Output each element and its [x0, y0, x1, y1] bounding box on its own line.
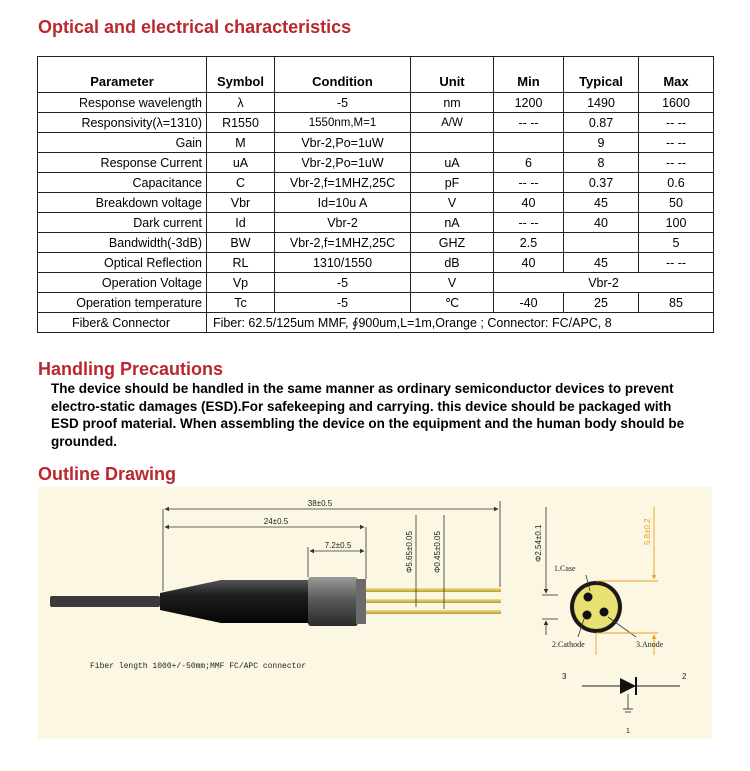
- condition-cell: Vbr-2,Po=1uW: [275, 133, 411, 153]
- handling-precautions-title: Handling Precautions: [38, 359, 224, 379]
- condition-cell: 1310/1550: [275, 253, 411, 273]
- unit-cell: V: [411, 273, 494, 293]
- symbol-cell: C: [207, 173, 275, 193]
- spec-table: [37, 56, 714, 333]
- pin-2-dot: [583, 611, 592, 620]
- header-parameter: Parameter: [38, 57, 207, 93]
- outline-drawing-title: Outline Drawing: [38, 464, 177, 484]
- unit-cell: uA: [411, 153, 494, 173]
- condition-cell: -5: [275, 273, 411, 293]
- max-cell: -- --: [639, 153, 714, 173]
- table-header-row: [38, 57, 714, 93]
- header-symbol: Symbol: [207, 57, 275, 93]
- table-row: [38, 293, 714, 313]
- unit-cell: [411, 133, 494, 153]
- condition-cell: -5: [275, 293, 411, 313]
- fiber-cable: [50, 596, 160, 607]
- param-cell: Gain: [38, 133, 207, 153]
- table-row: [38, 93, 714, 113]
- param-cell: Dark current: [38, 213, 207, 233]
- range-cell: Vbr-2: [494, 273, 714, 293]
- param-cell: Responsivity(λ=1310): [38, 113, 207, 133]
- min-cell: -40: [494, 293, 564, 313]
- pin-2-label: 2: [682, 672, 687, 681]
- typical-cell: 45: [564, 253, 639, 273]
- table-row: [38, 233, 714, 253]
- condition-cell: Vbr-2,f=1MHZ,25C: [275, 233, 411, 253]
- unit-cell: V: [411, 193, 494, 213]
- to-can-housing: [308, 577, 358, 626]
- unit-cell: GHZ: [411, 233, 494, 253]
- precautions-text: The device should be handled in the same manner as ordinary semiconductor devices to prevent electro-static damages (ESD).For safekeeping and carrying. this device should be packaged with ESD proof material. When assembling the device on the equipment and the human body should be grounded.: [51, 381, 685, 449]
- max-cell: 0.6: [639, 173, 714, 193]
- symbol-cell: λ: [207, 93, 275, 113]
- max-cell: 50: [639, 193, 714, 213]
- unit-cell: pF: [411, 173, 494, 193]
- table-row: [38, 273, 714, 293]
- lead-pin-bottom: [366, 610, 501, 614]
- header-unit: Unit: [411, 57, 494, 93]
- condition-cell: -5: [275, 93, 411, 113]
- min-cell: 40: [494, 253, 564, 273]
- header-min: Min: [494, 57, 564, 93]
- max-cell: -- --: [639, 133, 714, 153]
- pin-3-label: 3: [562, 672, 567, 681]
- min-cell: [494, 133, 564, 153]
- symbol-cell: M: [207, 133, 275, 153]
- dim-body-label: 24±0.5: [263, 517, 289, 526]
- min-cell: 6: [494, 153, 564, 173]
- case-face: [574, 585, 618, 629]
- typical-cell: 45: [564, 193, 639, 213]
- dim-section-label: 7.2±0.5: [324, 541, 352, 550]
- typical-cell: 40: [564, 213, 639, 233]
- min-cell: 1200: [494, 93, 564, 113]
- condition-cell: Vbr-2: [275, 213, 411, 233]
- unit-cell: dB: [411, 253, 494, 273]
- table-row: [38, 113, 714, 133]
- min-cell: -- --: [494, 213, 564, 233]
- max-cell: 1600: [639, 93, 714, 113]
- outline-drawing: [38, 487, 712, 739]
- table-row: [38, 313, 714, 333]
- max-cell: 5: [639, 233, 714, 253]
- anode-label: 3.Anode: [636, 640, 664, 649]
- typical-cell: 0.87: [564, 113, 639, 133]
- condition-cell: Id=10u A: [275, 193, 411, 213]
- dim-pitch-label: Φ2.54±0.1: [534, 524, 543, 562]
- typical-cell: 0.37: [564, 173, 639, 193]
- cathode-label: 2.Cathode: [552, 640, 585, 649]
- min-cell: 2.5: [494, 233, 564, 253]
- unit-cell: ℃: [411, 293, 494, 313]
- param-cell: Response wavelength: [38, 93, 207, 113]
- param-cell: Optical Reflection: [38, 253, 207, 273]
- typical-cell: 25: [564, 293, 639, 313]
- table-row: [38, 193, 714, 213]
- symbol-cell: uA: [207, 153, 275, 173]
- symbol-cell: Id: [207, 213, 275, 233]
- typical-cell: 1490: [564, 93, 639, 113]
- table-row: [38, 133, 714, 153]
- header-max: Max: [639, 57, 714, 93]
- symbol-cell: Tc: [207, 293, 275, 313]
- optical-characteristics-title: Optical and electrical characteristics: [38, 17, 352, 37]
- param-cell: Bandwidth(-3dB): [38, 233, 207, 253]
- table-row: [38, 253, 714, 273]
- max-cell: -- --: [639, 113, 714, 133]
- typical-cell: 8: [564, 153, 639, 173]
- min-cell: 40: [494, 193, 564, 213]
- condition-cell: Vbr-2,Po=1uW: [275, 153, 411, 173]
- fiber-length-note: Fiber length 1000+/-50mm;MMF FC/APC connector: [90, 662, 307, 671]
- typical-cell: [564, 233, 639, 253]
- table-row: [38, 213, 714, 233]
- dim-pin-label: Φ0.45±0.05: [433, 531, 442, 573]
- unit-cell: nA: [411, 213, 494, 233]
- fiber-connector-cell: Fiber: 62.5/125um MMF, ∮900um,L=1m,Orange ; Connector: FC/APC, 8: [207, 313, 714, 333]
- symbol-cell: RL: [207, 253, 275, 273]
- max-cell: 100: [639, 213, 714, 233]
- symbol-cell: Vbr: [207, 193, 275, 213]
- param-cell: Response Current: [38, 153, 207, 173]
- dim-overall-label: 38±0.5: [307, 499, 333, 508]
- min-cell: -- --: [494, 173, 564, 193]
- max-cell: 85: [639, 293, 714, 313]
- dim-diameter-label: Φ5.65±0.05: [405, 531, 414, 573]
- pin-3-dot: [600, 608, 609, 617]
- receptacle-body: [221, 580, 308, 623]
- unit-cell: nm: [411, 93, 494, 113]
- unit-cell: A/W: [411, 113, 494, 133]
- dim-width-label: 5.8±0.2: [643, 518, 652, 545]
- symbol-cell: BW: [207, 233, 275, 253]
- symbol-cell: Vp: [207, 273, 275, 293]
- pin-1-dot: [584, 593, 593, 602]
- condition-cell: Vbr-2,f=1MHZ,25C: [275, 173, 411, 193]
- lead-pin-top: [366, 588, 501, 592]
- param-cell: Capacitance: [38, 173, 207, 193]
- pin-1-label: 1: [626, 728, 630, 735]
- can-flange: [356, 579, 366, 624]
- table-row: [38, 173, 714, 193]
- condition-cell: 1550nm,M=1: [275, 113, 411, 133]
- param-cell: Fiber& Connector: [38, 313, 207, 333]
- photodiode-end-view: [570, 581, 622, 633]
- param-cell: Operation temperature: [38, 293, 207, 313]
- case-label: 1.Case: [554, 564, 576, 573]
- min-cell: -- --: [494, 113, 564, 133]
- header-typical: Typical: [564, 57, 639, 93]
- header-condition: Condition: [275, 57, 411, 93]
- lead-pin-middle: [366, 599, 501, 603]
- param-cell: Breakdown voltage: [38, 193, 207, 213]
- param-cell: Operation Voltage: [38, 273, 207, 293]
- table-row: [38, 153, 714, 173]
- typical-cell: 9: [564, 133, 639, 153]
- symbol-cell: R1550: [207, 113, 275, 133]
- max-cell: -- --: [639, 253, 714, 273]
